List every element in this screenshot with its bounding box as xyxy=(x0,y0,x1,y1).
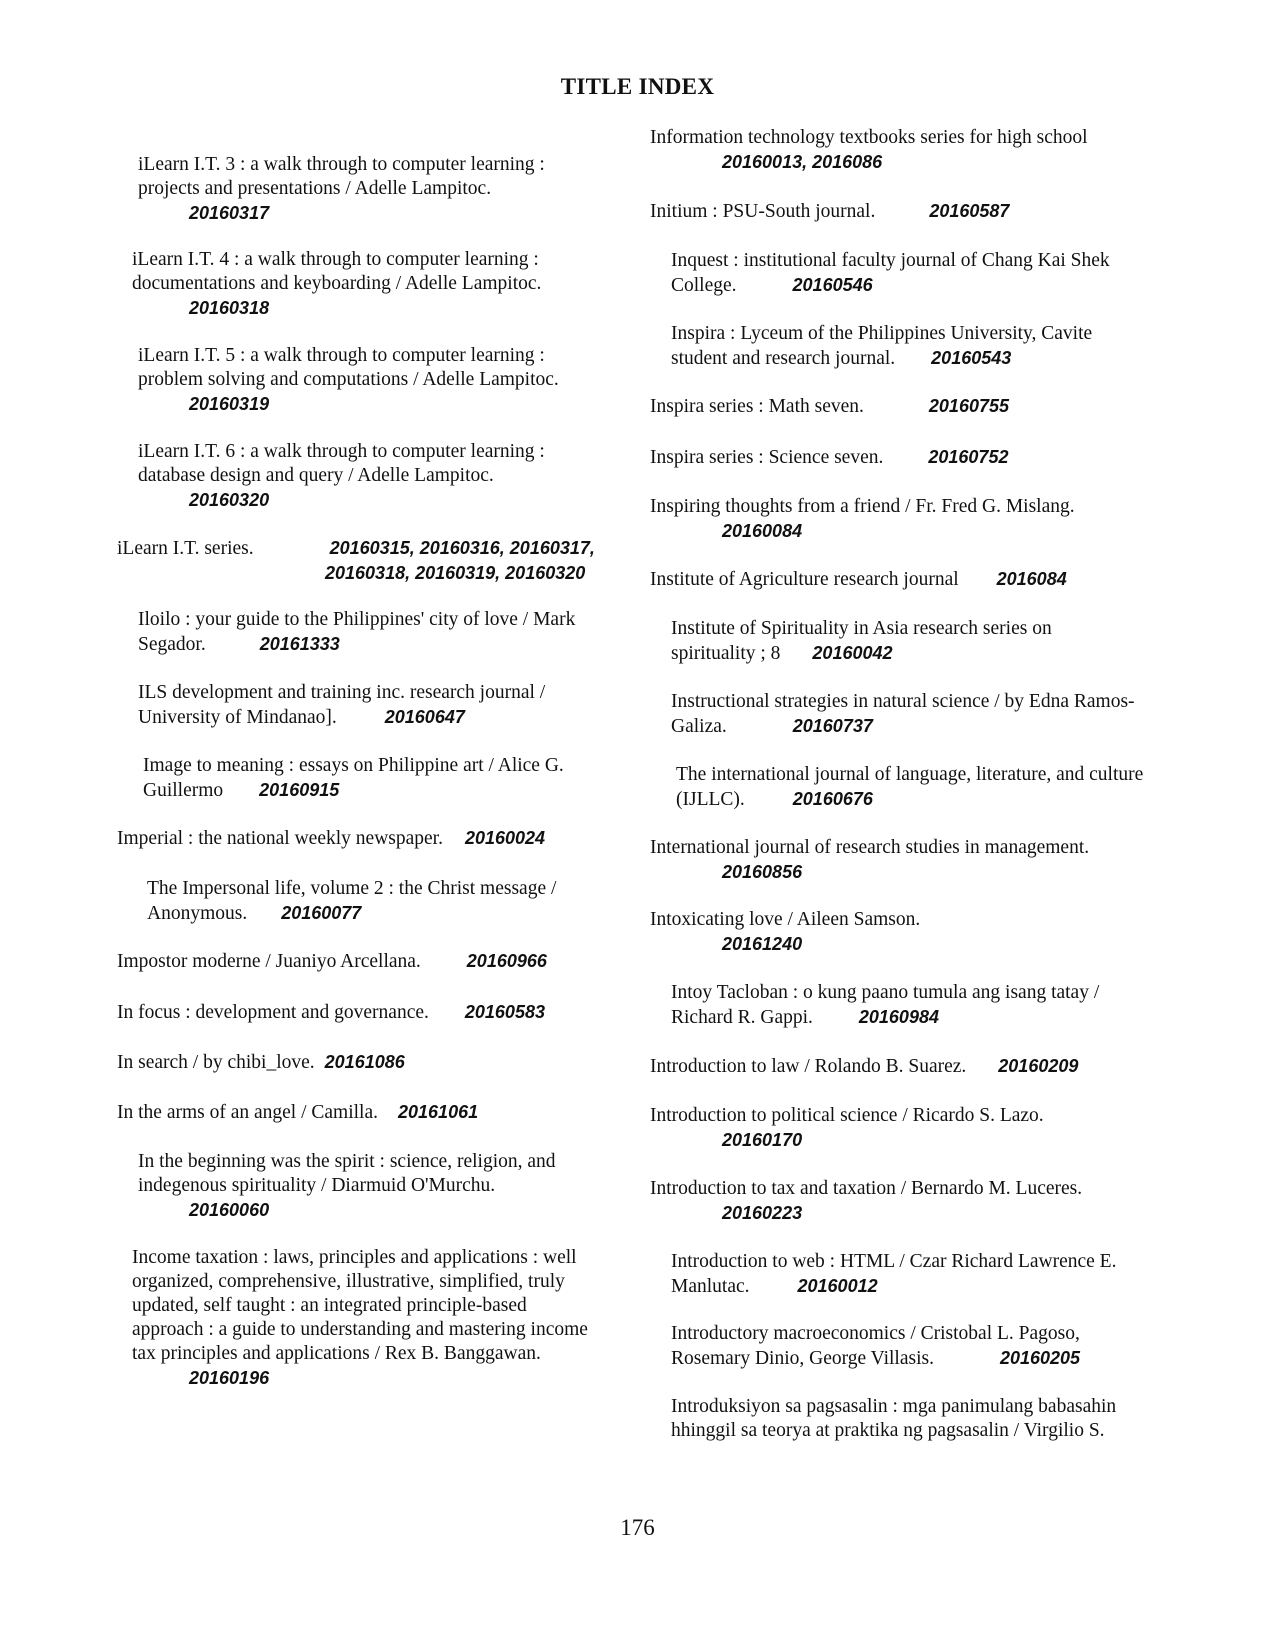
entry-title-line xyxy=(117,1342,627,1366)
entry-title-text: Iloilo : your guide to the Philippines' city of love / Mark xyxy=(138,609,576,630)
entry-title-line xyxy=(650,836,1170,860)
entry-title-line xyxy=(650,346,1170,371)
entry-title-line xyxy=(650,1395,1170,1419)
entry-title-text: approach : a guide to understanding and mastering income xyxy=(132,1319,588,1340)
entry-title-line xyxy=(650,1054,1170,1079)
entry-title-line xyxy=(117,177,627,201)
accession-number: 20160984 xyxy=(858,1007,939,1027)
index-entry xyxy=(117,949,627,974)
entry-title-line xyxy=(117,153,627,177)
entry-title-text: documentations and keyboarding / Adelle Lampitoc. xyxy=(132,273,542,294)
page-title: TITLE INDEX xyxy=(560,74,715,99)
entry-title-line xyxy=(117,1318,627,1342)
accession-number: 20160319 xyxy=(189,394,270,414)
entry-title-line xyxy=(117,368,627,392)
index-entry xyxy=(117,1000,627,1025)
index-entry xyxy=(117,440,627,512)
entry-title-text: ILS development and training inc. research journal / xyxy=(138,682,546,703)
entry-title-text: Galiza. xyxy=(671,716,727,737)
entry-title-line xyxy=(650,126,1170,150)
entry-title-line xyxy=(650,763,1170,787)
accession-number: 20160205 xyxy=(999,1348,1081,1368)
entry-title-line xyxy=(650,908,1170,932)
entry-title-text: Initium : PSU-South journal. xyxy=(650,201,876,222)
entry-title-text: In focus : development and governance. xyxy=(117,1002,429,1023)
entry-title-line xyxy=(650,1346,1170,1371)
entry-title-text: Inquest : institutional faculty journal of Chang Kai Shek xyxy=(671,250,1110,271)
entry-title-line xyxy=(117,440,627,464)
entry-title-line xyxy=(117,705,627,730)
entry-title-line xyxy=(650,1005,1170,1030)
accession-number: 20160024 xyxy=(464,828,546,848)
entry-title-text: hhinggil sa teorya at praktika ng pagsasalin / Virgilio S. xyxy=(671,1420,1105,1441)
accession-number: 20161240 xyxy=(722,934,803,954)
entry-title-text: College. xyxy=(671,275,737,296)
entry-title-text: International journal of research studies in management. xyxy=(650,837,1090,858)
entry-title-line xyxy=(650,714,1170,739)
entry-title-line xyxy=(117,681,627,705)
entry-title-text: In the arms of an angel / Camilla. xyxy=(117,1102,379,1123)
entry-title-text: Introduction to tax and taxation / Bernardo M. Luceres. xyxy=(650,1178,1083,1199)
entry-title-line xyxy=(117,608,627,632)
entry-title-line xyxy=(117,1100,627,1125)
accession-number: 20160676 xyxy=(792,789,873,809)
index-entry xyxy=(650,567,1170,592)
entry-title-line xyxy=(650,322,1170,346)
accession-number: 20160196 xyxy=(189,1368,270,1388)
accession-number: 20160209 xyxy=(998,1056,1079,1076)
accession-number: 20160856 xyxy=(722,862,803,882)
entry-title-text: Institute of Agriculture research journal xyxy=(650,569,959,590)
accession-number: 20160546 xyxy=(792,275,873,295)
entry-title-line xyxy=(650,567,1170,592)
entry-title-text: iLearn I.T. 6 : a walk through to computer learning : xyxy=(138,441,545,462)
entry-title-line xyxy=(650,981,1170,1005)
index-entry xyxy=(650,199,1170,224)
index-entry xyxy=(650,445,1170,470)
index-entry xyxy=(650,690,1170,739)
entry-title-text: organized, comprehensive, illustrative, simplified, truly xyxy=(132,1271,565,1292)
entry-title-line xyxy=(650,199,1170,224)
entry-title-text: Intoy Tacloban : o kung paano tumula ang isang tatay / xyxy=(671,982,1100,1003)
entry-title-text: In search / by chibi_love. xyxy=(117,1052,315,1073)
index-entry xyxy=(650,1322,1170,1371)
entry-title-text: Introductory macroeconomics / Cristobal L. Pagoso, xyxy=(671,1323,1080,1344)
index-entry xyxy=(650,981,1170,1030)
entry-title-line xyxy=(117,1174,627,1198)
entry-title-line xyxy=(117,901,627,926)
entry-title-text: Segador. xyxy=(138,634,206,655)
entry-title-text: Rosemary Dinio, George Villasis. xyxy=(671,1348,934,1369)
entry-title-line xyxy=(117,1000,627,1025)
accession-number: 20160755 xyxy=(928,396,1009,416)
accession-number-continued: 20160318, 20160319, 20160320 xyxy=(325,563,586,583)
entry-title-line xyxy=(650,1419,1170,1443)
accession-number: 2016084 xyxy=(996,569,1067,589)
entry-title-line xyxy=(117,826,627,851)
entry-title-line xyxy=(117,1246,627,1270)
accession-number: 20160042 xyxy=(812,643,893,663)
index-entry xyxy=(650,126,1170,174)
entry-title-line xyxy=(650,787,1170,812)
entry-title-line xyxy=(650,617,1170,641)
entry-title-line xyxy=(117,877,627,901)
entry-title-text: Guillermo xyxy=(143,780,224,801)
accession-number: 20161086 xyxy=(324,1052,405,1072)
entry-title-line xyxy=(650,1274,1170,1299)
entry-title-text: Information technology textbooks series for high school xyxy=(650,127,1088,148)
entry-title-text: iLearn I.T. 4 : a walk through to computer learning : xyxy=(132,249,539,270)
accession-number: 20160315, 20160316, 20160317, xyxy=(329,538,595,558)
entry-title-text: Imperial : the national weekly newspaper. xyxy=(117,828,443,849)
index-entry xyxy=(117,1150,627,1222)
index-entry xyxy=(650,617,1170,666)
entry-title-text: database design and query / Adelle Lampitoc. xyxy=(138,465,494,486)
entry-title-text: Income taxation : laws, principles and applications : well xyxy=(132,1247,577,1268)
index-entry xyxy=(650,394,1170,419)
entry-title-text: problem solving and computations / Adelle Lampitoc. xyxy=(138,369,559,390)
entry-title-text: spirituality ; 8 xyxy=(671,643,781,664)
entry-title-line xyxy=(650,273,1170,298)
index-entry xyxy=(650,908,1170,956)
accession-number: 20160583 xyxy=(464,1002,545,1022)
accession-number: 20160966 xyxy=(466,951,547,971)
entry-title-line xyxy=(117,248,627,272)
entry-title-text: Inspiring thoughts from a friend / Fr. Fred G. Mislang. xyxy=(650,496,1075,517)
entry-title-text: Introduksiyon sa pagsasalin : mga panimulang babasahin xyxy=(671,1396,1117,1417)
index-entry xyxy=(650,836,1170,884)
entry-title-line xyxy=(117,272,627,296)
index-entry xyxy=(117,248,627,320)
entry-title-text: Introduction to political science / Ricardo S. Lazo. xyxy=(650,1105,1044,1126)
accession-number: 20160084 xyxy=(722,521,803,541)
accession-number: 20161333 xyxy=(259,634,340,654)
entry-title-text: Intoxicating love / Aileen Samson. xyxy=(650,909,921,930)
accession-number: 20160317 xyxy=(189,203,270,223)
accession-number: 20160543 xyxy=(931,348,1012,368)
entry-title-line xyxy=(650,690,1170,714)
index-entry xyxy=(650,249,1170,298)
entry-title-text: Anonymous. xyxy=(147,903,248,924)
accession-number: 20160077 xyxy=(281,903,362,923)
page-number: 176 xyxy=(620,1515,655,1540)
entry-title-line xyxy=(117,1050,627,1075)
entry-title-line xyxy=(117,949,627,974)
entry-title-line xyxy=(117,754,627,778)
accession-number: 20160012 xyxy=(797,1276,878,1296)
entry-title-text: (IJLLC). xyxy=(676,789,745,810)
accession-number: 20160060 xyxy=(189,1200,270,1220)
entry-title-line xyxy=(117,536,627,561)
entry-title-text: Richard R. Gappi. xyxy=(671,1007,813,1028)
entry-title-line xyxy=(650,394,1170,419)
entry-title-line xyxy=(117,1294,627,1318)
entry-title-line xyxy=(650,641,1170,666)
index-entry xyxy=(650,1104,1170,1152)
index-entry xyxy=(650,1177,1170,1225)
entry-title-line xyxy=(117,344,627,368)
accession-number: 20160320 xyxy=(189,490,270,510)
index-entry xyxy=(650,322,1170,371)
entry-title-text: iLearn I.T. 3 : a walk through to computer learning : xyxy=(138,154,545,175)
index-entry xyxy=(117,1050,627,1075)
index-entry xyxy=(117,754,627,803)
index-entry xyxy=(117,826,627,851)
entry-title-text: indegenous spirituality / Diarmuid O'Murchu. xyxy=(138,1175,496,1196)
index-entry xyxy=(650,1250,1170,1299)
entry-title-text: Inspira : Lyceum of the Philippines University, Cavite xyxy=(671,323,1093,344)
accession-number: 20160223 xyxy=(722,1203,803,1223)
entry-title-text: The international journal of language, literature, and culture xyxy=(676,764,1144,785)
index-entry xyxy=(650,1054,1170,1079)
entry-title-text: The Impersonal life, volume 2 : the Christ message / xyxy=(147,878,557,899)
index-entry xyxy=(650,1395,1170,1443)
entry-title-text: In the beginning was the spirit : science, religion, and xyxy=(138,1151,556,1172)
index-entry xyxy=(117,681,627,730)
entry-title-line xyxy=(117,1270,627,1294)
index-entry xyxy=(117,153,627,225)
accession-number: 20160318 xyxy=(189,298,270,318)
entry-title-text: Manlutac. xyxy=(671,1276,750,1297)
entry-title-text: iLearn I.T. 5 : a walk through to computer learning : xyxy=(138,345,545,366)
accession-number: 20160170 xyxy=(722,1130,803,1150)
entry-title-text: projects and presentations / Adelle Lampitoc. xyxy=(138,178,492,199)
entry-title-text: tax principles and applications / Rex B. Banggawan. xyxy=(132,1343,541,1364)
index-entry xyxy=(650,763,1170,812)
entry-title-text: Inspira series : Science seven. xyxy=(650,447,884,468)
accession-number: 20160752 xyxy=(928,447,1009,467)
index-entry xyxy=(650,495,1170,543)
accession-number: 20160647 xyxy=(384,707,465,727)
entry-title-text: iLearn I.T. series. xyxy=(117,538,254,559)
index-entry xyxy=(117,877,627,926)
entry-title-line xyxy=(650,249,1170,273)
entry-title-line xyxy=(117,632,627,657)
entry-title-line xyxy=(650,1322,1170,1346)
entry-title-text: Inspira series : Math seven. xyxy=(650,396,864,417)
entry-title-text: Introduction to law / Rolando B. Suarez. xyxy=(650,1056,967,1077)
entry-title-text: Introduction to web : HTML / Czar Richard Lawrence E. xyxy=(671,1251,1117,1272)
entry-title-text: Institute of Spirituality in Asia research series on xyxy=(671,618,1052,639)
index-entry xyxy=(117,344,627,416)
entry-title-text: student and research journal. xyxy=(671,348,896,369)
accession-number: 20161061 xyxy=(398,1102,479,1122)
accession-number: 20160587 xyxy=(929,201,1010,221)
entry-title-text: University of Mindanao]. xyxy=(138,707,337,728)
entry-title-text: Image to meaning : essays on Philippine art / Alice G. xyxy=(143,755,564,776)
accession-number: 20160737 xyxy=(792,716,873,736)
entry-title-text: updated, self taught : an integrated principle-based xyxy=(132,1295,527,1316)
entry-title-text: Instructional strategies in natural science / by Edna Ramos- xyxy=(671,691,1135,712)
entry-title-line xyxy=(650,1250,1170,1274)
entry-title-line xyxy=(117,464,627,488)
entry-title-line xyxy=(650,495,1170,519)
entry-title-line xyxy=(117,1150,627,1174)
entry-title-line xyxy=(650,445,1170,470)
index-entry xyxy=(117,1100,627,1125)
entry-title-text: Impostor moderne / Juaniyo Arcellana. xyxy=(117,951,421,972)
index-entry xyxy=(117,608,627,657)
index-entry xyxy=(117,536,627,585)
accession-number: 20160013, 2016086 xyxy=(722,152,883,172)
index-entry xyxy=(117,1246,627,1390)
accession-number: 20160915 xyxy=(259,780,340,800)
entry-title-line xyxy=(650,1177,1170,1201)
entry-title-line xyxy=(117,778,627,803)
entry-title-line xyxy=(650,1104,1170,1128)
